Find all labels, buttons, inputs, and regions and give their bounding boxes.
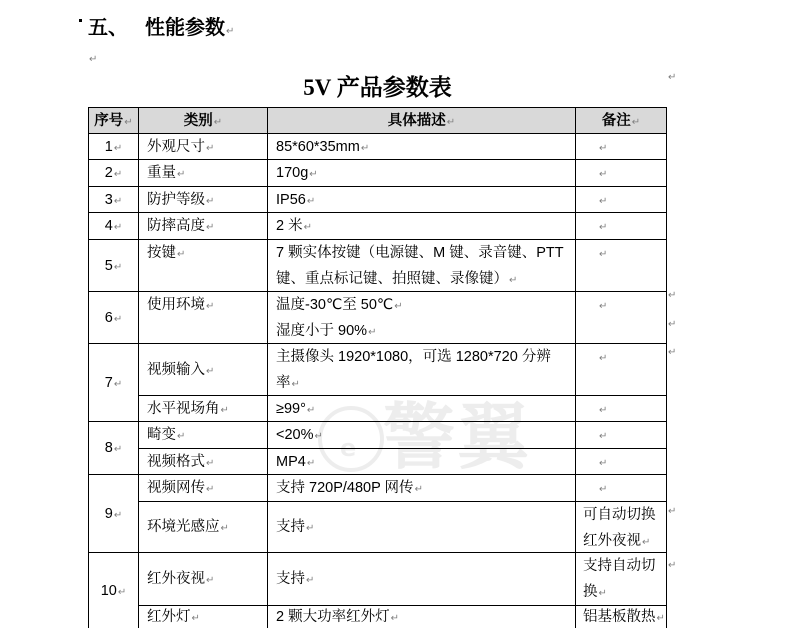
category-text: 红外灯 [147, 609, 191, 625]
paragraph-mark: ↵ [599, 301, 608, 312]
paragraph-mark: ↵ [213, 116, 223, 128]
row-index: 1 [104, 138, 113, 155]
section-title: 性能参数 [145, 17, 225, 39]
description-text: MP4 [276, 453, 306, 470]
row-10b-category-cell[interactable] [139, 606, 268, 628]
paragraph-mark: ↵ [206, 142, 215, 154]
row-7a-description-cell[interactable] [268, 344, 576, 396]
row-7b-description-cell[interactable] [268, 396, 576, 422]
paragraph-mark: ↵ [206, 575, 215, 586]
header-label-remarks: 备注 [601, 112, 631, 129]
row-8a-description-cell[interactable] [268, 422, 576, 449]
paragraph-mark: ↵ [206, 222, 215, 233]
row-1-index-cell[interactable] [89, 134, 139, 160]
paragraph-mark: ↵ [394, 301, 403, 312]
paragraph-mark: ↵ [306, 457, 316, 469]
paragraph-mark: ↵ [314, 431, 323, 442]
row-3-category-cell[interactable] [139, 187, 268, 213]
table-title[interactable]: 5V 产品参数表 [303, 75, 452, 100]
paragraph-mark: ↵ [177, 249, 186, 260]
paragraph-mark: ↵ [113, 142, 123, 154]
row-5-category-cell[interactable] [139, 240, 268, 292]
row-8-index-cell[interactable] [89, 422, 139, 475]
paragraph-mark: ↵ [599, 195, 608, 207]
row-8a-remarks-cell[interactable] [576, 422, 667, 449]
paragraph-mark: ↵ [599, 222, 608, 233]
row-8a-category-cell[interactable] [139, 422, 268, 449]
paragraph-mark: ↵ [220, 523, 229, 534]
paragraph-mark: ↵ [368, 327, 377, 338]
row-8b-category-cell[interactable] [139, 449, 268, 475]
header-cell-category[interactable] [139, 108, 268, 134]
row-10a-description-cell[interactable] [268, 553, 576, 606]
row-1-description-cell[interactable] [268, 134, 576, 160]
category-text: 外观尺寸 [147, 138, 205, 155]
row-8b-remarks-cell[interactable] [576, 449, 667, 475]
row-4-remarks-cell[interactable] [576, 213, 667, 240]
category-text: 使用环境 [147, 297, 205, 313]
paragraph-mark: ↵ [191, 613, 200, 624]
paragraph-mark: ↵ [226, 26, 235, 37]
row-3-index-cell[interactable] [89, 187, 139, 213]
paragraph-mark: ↵ [599, 142, 608, 154]
paragraph-mark: ↵ [177, 431, 186, 442]
paragraph-mark: ↵ [599, 484, 608, 495]
paragraph-mark: ↵ [642, 537, 651, 548]
paragraph-mark: ↵ [113, 313, 123, 325]
paragraph-mark: ↵ [206, 457, 215, 469]
row-4-description-cell[interactable] [268, 213, 576, 240]
description-text: ≥99° [276, 400, 306, 417]
description-text: 支持 [276, 571, 305, 587]
remarks-text: 铝基板散热 [583, 609, 656, 625]
row-7b-remarks-cell[interactable] [576, 396, 667, 422]
description-text: 支持 720P/480P 网传 [276, 480, 414, 496]
row-4-index-cell[interactable] [89, 213, 139, 240]
row-9-index-cell[interactable] [89, 475, 139, 553]
description-text: 主摄像头 1920*1080，可选 1280*720 分辨 [276, 349, 551, 365]
row-2-category-cell[interactable] [139, 160, 268, 187]
description-text: 2 颗大功率红外灯 [276, 609, 390, 625]
paragraph-mark: ↵ [113, 222, 123, 233]
row-2-index-cell[interactable] [89, 160, 139, 187]
description-text: 85*60*35mm [276, 138, 360, 155]
description-text: 温度-30℃至 50℃ [276, 297, 394, 313]
row-7a-category-cell[interactable] [139, 344, 268, 396]
row-3-description-cell[interactable] [268, 187, 576, 213]
row-index: 4 [104, 218, 113, 234]
row-9b-remarks-cell[interactable] [576, 502, 667, 553]
description-text: 键、重点标记键、拍照键、录像键） [276, 271, 508, 287]
paragraph-mark: ↵ [598, 588, 607, 599]
category-text: 水平视场角 [147, 400, 220, 417]
row-index: 8 [104, 440, 113, 456]
row-index: 5 [104, 257, 113, 274]
paragraph-mark: ↵ [309, 169, 318, 180]
paragraph-mark: ↵ [306, 523, 315, 534]
row-6-category-cell[interactable] [139, 292, 268, 344]
category-text: 畸变 [147, 427, 176, 443]
paragraph-mark: ↵ [446, 116, 456, 128]
paragraph-mark: ↵ [414, 484, 423, 495]
paragraph-mark: ↵ [599, 353, 608, 364]
row-10b-remarks-cell[interactable] [576, 606, 667, 628]
empty-paragraph[interactable] [88, 50, 97, 66]
end-of-row-mark: ↵ [668, 319, 677, 330]
category-text: 视频格式 [147, 453, 205, 470]
category-text: 按键 [147, 245, 176, 261]
header-cell-description[interactable] [268, 108, 576, 134]
header-cell-remarks[interactable] [576, 108, 667, 134]
paragraph-mark: ↵ [599, 457, 608, 469]
row-index: 6 [104, 309, 113, 326]
paragraph-mark: ↵ [113, 169, 123, 180]
end-of-row-mark: ↵ [668, 506, 677, 517]
remarks-text: 换 [583, 584, 598, 600]
paragraph-mark: ↵ [291, 379, 300, 390]
paragraph-mark: ↵ [113, 378, 123, 390]
row-9a-category-cell[interactable] [139, 475, 268, 502]
description-text: 支持 [276, 519, 305, 535]
remarks-text: 可自动切换 [583, 507, 656, 523]
description-text: 湿度小于 90% [276, 323, 368, 339]
description-text: <20% [276, 427, 314, 443]
paragraph-mark: ↵ [89, 54, 98, 65]
header-label-index: 序号 [94, 112, 124, 129]
paragraph-mark: ↵ [206, 484, 215, 495]
category-text: 视频网传 [147, 480, 205, 496]
paragraph-mark: ↵ [656, 613, 665, 624]
row-5-remarks-cell[interactable] [576, 240, 667, 292]
row-2-description-cell[interactable] [268, 160, 576, 187]
row-9a-description-cell[interactable] [268, 475, 576, 502]
header-label-description: 具体描述 [387, 112, 446, 129]
category-text: 防摔高度 [147, 218, 205, 234]
row-7b-category-cell[interactable] [139, 396, 268, 422]
row-10b-description-cell[interactable] [268, 606, 576, 628]
paragraph-mark: ↵ [113, 509, 123, 521]
paragraph-mark: ↵ [509, 275, 518, 286]
row-9b-category-cell[interactable] [139, 502, 268, 553]
row-index: 7 [104, 374, 113, 391]
row-5-description-cell[interactable] [268, 240, 576, 292]
row-10-index-cell[interactable] [89, 553, 139, 628]
paragraph-mark: ↵ [113, 195, 123, 207]
end-of-row-mark: ↵ [668, 560, 677, 571]
row-9b-description-cell[interactable] [268, 502, 576, 553]
remarks-text: 红外夜视 [583, 533, 641, 549]
row-index: 3 [104, 191, 113, 208]
spec-table [88, 107, 667, 628]
paragraph-mark: ↵ [206, 301, 215, 312]
section-heading[interactable] [88, 14, 234, 42]
row-1-category-cell[interactable] [139, 134, 268, 160]
paragraph-mark: ↵ [177, 169, 186, 180]
category-text: 视频输入 [147, 361, 205, 378]
row-index: 2 [104, 165, 113, 181]
paragraph-mark: ↵ [220, 404, 229, 416]
paragraph-mark: ↵ [124, 116, 133, 128]
category-text: 防护等级 [147, 191, 205, 208]
paragraph-mark: ↵ [306, 195, 316, 207]
category-text: 重量 [147, 165, 176, 181]
description-text: 率 [276, 375, 291, 391]
row-1-remarks-cell[interactable] [576, 134, 667, 160]
paragraph-mark: ↵ [206, 195, 215, 207]
row-9a-remarks-cell[interactable] [576, 475, 667, 502]
paragraph-mark: ↵ [113, 444, 123, 455]
paragraph-mark: ↵ [631, 116, 641, 128]
paragraph-mark: ↵ [117, 586, 127, 598]
row-7a-remarks-cell[interactable] [576, 344, 667, 396]
category-text: 环境光感应 [147, 519, 220, 535]
row-index: 10 [100, 582, 117, 599]
row-index: 9 [104, 505, 113, 522]
row-3-remarks-cell[interactable] [576, 187, 667, 213]
row-10a-remarks-cell[interactable] [576, 553, 667, 606]
paragraph-mark: ↵ [360, 142, 370, 154]
row-8b-description-cell[interactable] [268, 449, 576, 475]
header-label-category: 类别 [183, 112, 213, 129]
paragraph-mark: ↵ [306, 404, 316, 416]
end-of-row-mark: ↵ [668, 72, 677, 83]
paragraph-mark: ↵ [599, 404, 608, 416]
paragraph-mark: ↵ [303, 222, 312, 233]
paragraph-mark: ↵ [599, 169, 608, 180]
row-6-index-cell[interactable] [89, 292, 139, 344]
row-6-description-cell[interactable] [268, 292, 576, 344]
watermark-logo-letter: e [340, 434, 357, 462]
section-number: 五、 [88, 17, 128, 39]
description-text: IP56 [276, 191, 306, 208]
row-10a-category-cell[interactable] [139, 553, 268, 606]
paragraph-mark: ↵ [206, 365, 215, 377]
end-of-row-mark: ↵ [668, 347, 677, 358]
row-7-index-cell[interactable] [89, 344, 139, 422]
keep-with-next-marker [79, 19, 82, 22]
paragraph-mark: ↵ [113, 261, 123, 273]
end-of-row-mark: ↵ [668, 290, 677, 301]
row-4-category-cell[interactable] [139, 213, 268, 240]
paragraph-mark: ↵ [599, 249, 608, 260]
category-text: 红外夜视 [147, 571, 205, 587]
watermark-text: 警翼 [383, 398, 532, 478]
paragraph-mark: ↵ [306, 575, 315, 586]
description-text: 170g [276, 165, 309, 181]
remarks-text: 支持自动切 [583, 558, 656, 574]
description-text: 7 颗实体按键（电源键、M 键、录音键、PTT [276, 245, 564, 261]
row-5-index-cell[interactable] [89, 240, 139, 292]
paragraph-mark: ↵ [599, 431, 608, 442]
description-text: 2 米 [276, 218, 303, 234]
paragraph-mark: ↵ [390, 613, 399, 624]
row-6-remarks-cell[interactable] [576, 292, 667, 344]
header-cell-index[interactable] [89, 108, 139, 134]
row-2-remarks-cell[interactable] [576, 160, 667, 187]
